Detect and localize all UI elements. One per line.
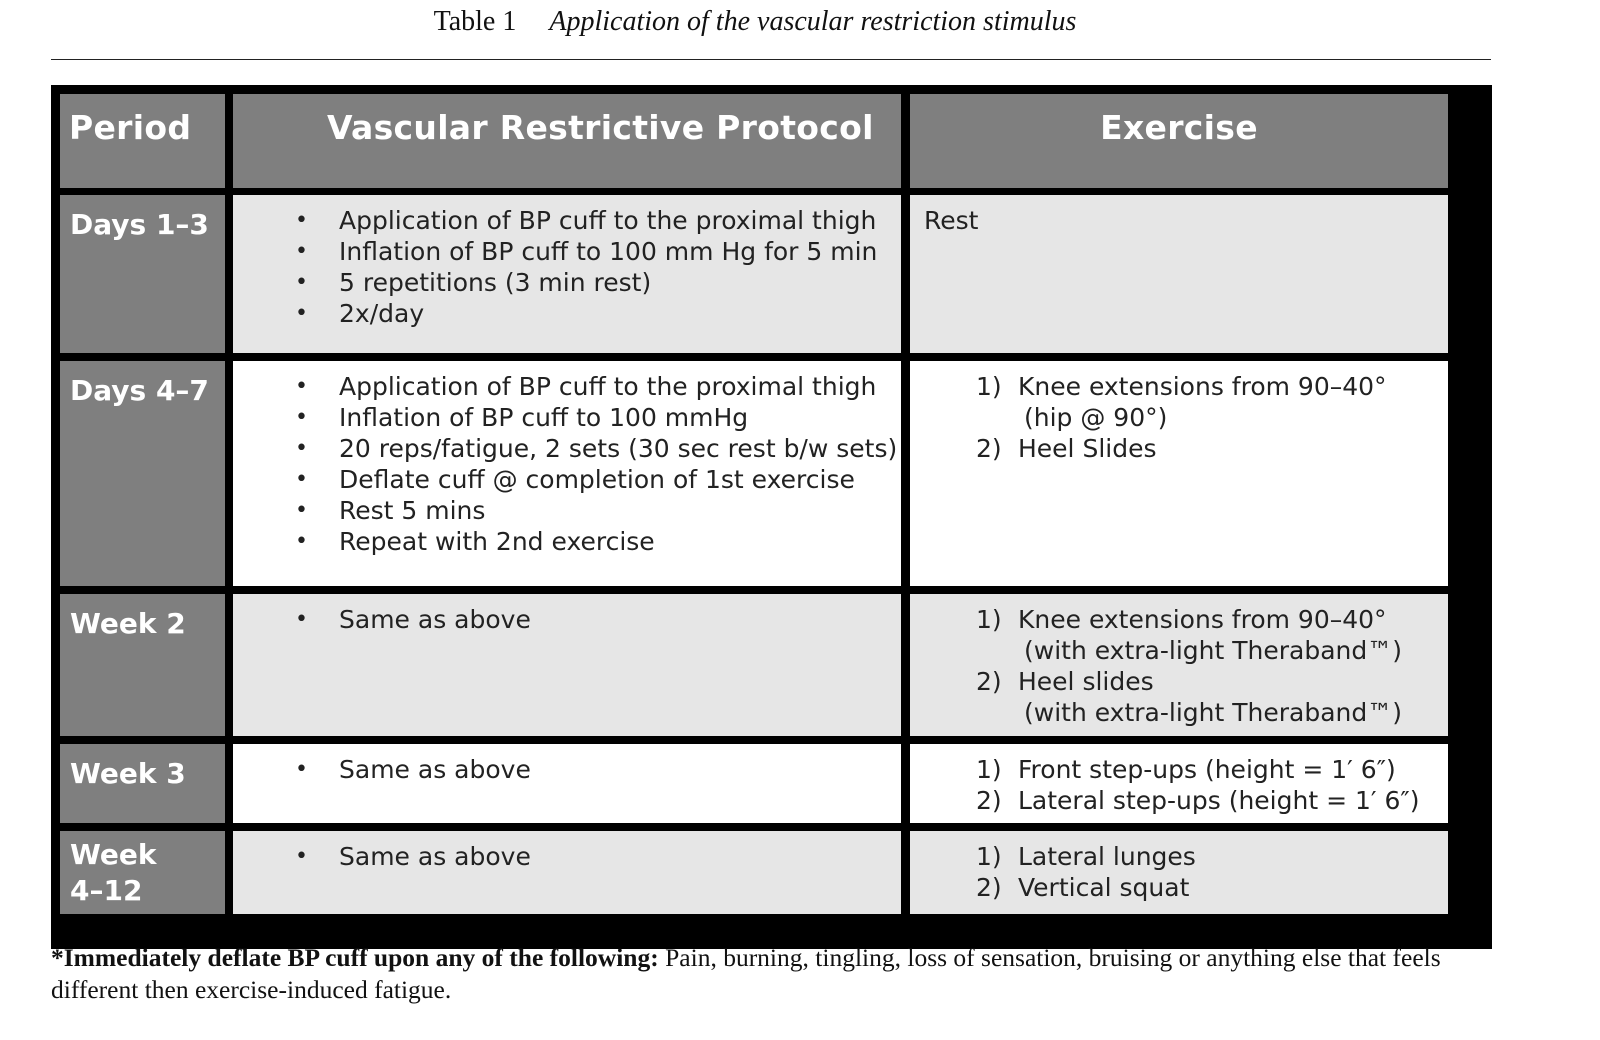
exercise-text: Rest [924,206,979,235]
protocol-item: • 5 repetitions (3 min rest) [233,267,901,298]
protocol-list [233,371,901,557]
exercise-cell [910,744,1448,823]
protocol-item: • Application of BP cuff to the proximal thigh [233,205,901,236]
caption-rule [51,59,1491,60]
period-cell [60,361,225,586]
exercise-text: Lateral lunges [1018,842,1196,871]
protocol-item: • Same as above [233,604,901,635]
period-cell [60,744,225,823]
protocol-list [233,754,901,785]
protocol-list [233,604,901,635]
exercise-text: Front step-ups (height = 1′ 6″) [1018,755,1396,784]
header-protocol-label: Vascular Restrictive Protocol [327,108,874,147]
exercise-item [910,754,1448,785]
protocol-item: • Same as above [233,841,901,872]
header-exercise-label: Exercise [1100,108,1258,147]
header-exercise [910,94,1448,188]
period-label: Days 4–7 [70,374,209,407]
exercise-subtext: (with extra-light Theraband™) [1024,698,1403,727]
protocol-cell [233,831,901,914]
protocol-item: • 20 reps/fatigue, 2 sets (30 sec rest b/w sets) [233,433,901,464]
period-label: Week 3 [70,757,186,790]
exercise-cell [910,195,1448,353]
exercise-number: 2) [976,786,1002,815]
exercise-list [910,841,1448,903]
exercise-text: Heel slides [1018,667,1154,696]
protocol-item: • Repeat with 2nd exercise [233,526,901,557]
exercise-text: Knee extensions from 90–40° [1018,372,1387,401]
exercise-number: 2) [976,873,1002,902]
table-caption [0,6,1510,38]
protocol-item: • Inflation of BP cuff to 100 mmHg [233,402,901,433]
period-label-line1: Week [70,838,157,871]
header-period [60,94,225,188]
exercise-text: Knee extensions from 90–40° [1018,605,1387,634]
exercise-subtext: (hip @ 90°) [1024,403,1168,432]
exercise-text: Vertical squat [1018,873,1190,902]
exercise-item [910,371,1448,433]
exercise-item [910,785,1448,816]
period-label-line2: 4–12 [70,874,143,907]
table-footnote [51,942,1501,1006]
exercise-number: 1) [976,842,1002,871]
exercise-item [910,604,1448,666]
protocol-item: • 2x/day [233,298,901,329]
protocol-cell [233,594,901,736]
table-title: Application of the vascular restriction stimulus [549,6,1077,37]
protocol-item: • Rest 5 mins [233,495,901,526]
protocol-list [233,205,901,329]
exercise-cell [910,831,1448,914]
data-table [51,85,1492,949]
exercise-number: 1) [976,755,1002,784]
exercise-number: 2) [976,667,1002,696]
protocol-item: • Inflation of BP cuff to 100 mm Hg for 5 min [233,236,901,267]
exercise-number: 2) [976,434,1002,463]
protocol-item: • Same as above [233,754,901,785]
exercise-subtext: (with extra-light Theraband™) [1024,636,1403,665]
exercise-item [910,666,1448,728]
exercise-list [910,754,1448,816]
exercise-cell [910,594,1448,736]
exercise-item [910,433,1448,464]
header-period-label: Period [69,108,192,147]
period-label: Days 1–3 [70,208,209,241]
protocol-cell [233,195,901,353]
exercise-number: 1) [976,605,1002,634]
protocol-item: • Application of BP cuff to the proximal thigh [233,371,901,402]
exercise-text: Heel Slides [1018,434,1157,463]
exercise-cell [910,361,1448,586]
period-cell [60,195,225,353]
protocol-list [233,841,901,872]
footnote-bold: *Immediately deflate BP cuff upon any of the following: [51,943,659,972]
exercise-number: 1) [976,372,1002,401]
header-protocol [233,94,901,188]
exercise-item [910,872,1448,903]
protocol-cell [233,744,901,823]
period-cell [60,831,225,914]
exercise-list [910,604,1448,728]
protocol-item: • Deflate cuff @ completion of 1st exercise [233,464,901,495]
table-label: Table 1 [433,6,517,37]
exercise-list [910,371,1448,464]
footnote-text: Pain, burning, tingling, loss of sensation, bruising or anything else that feels different then exercise-induced fatigue. [51,943,1441,1004]
protocol-cell [233,361,901,586]
exercise-text: Lateral step-ups (height = 1′ 6″) [1018,786,1420,815]
exercise-item [910,841,1448,872]
period-cell [60,594,225,736]
period-label: Week 2 [70,607,186,640]
